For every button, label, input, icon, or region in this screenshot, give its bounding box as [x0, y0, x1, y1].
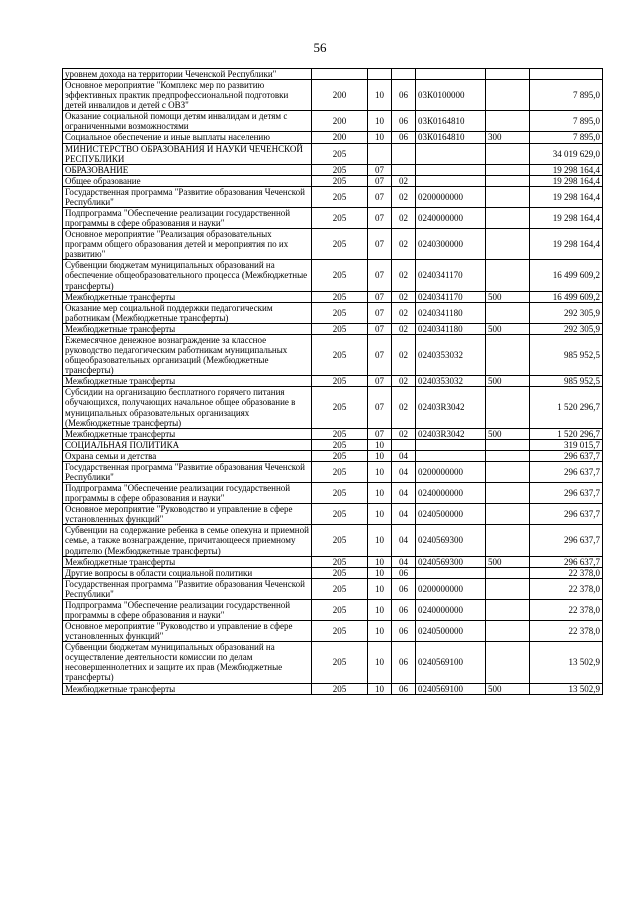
- row-name-cell: Субвенции бюджетам муниципальных образований на осуществление деятельности комиссии по делам несовершеннолетних и защите их прав (Межбюджетные трансферты): [63, 642, 312, 683]
- row-name-cell: Охрана семьи и детства: [63, 450, 312, 461]
- table-row: [63, 334, 603, 375]
- row-target-article-cell: 0240500000: [416, 621, 486, 642]
- row-section-cell: 07: [368, 428, 392, 439]
- row-amount-cell: 1 520 296,7: [530, 428, 603, 439]
- row-target-article-cell: 0240569300: [416, 556, 486, 567]
- row-expense-type-cell: [486, 175, 530, 186]
- row-target-article-cell: 0200000000: [416, 578, 486, 599]
- table-row: [63, 132, 603, 143]
- row-amount-cell: 292 305,9: [530, 302, 603, 323]
- row-ministry-cell: 205: [312, 450, 368, 461]
- row-ministry-cell: 205: [312, 525, 368, 556]
- row-name-cell: Основное мероприятие "Руководство и управление в сфере установленных функций": [63, 504, 312, 525]
- row-subsection-cell: 02: [392, 302, 416, 323]
- row-target-article-cell: 0240341170: [416, 260, 486, 291]
- row-section-cell: 07: [368, 323, 392, 334]
- table-row: [63, 323, 603, 334]
- row-ministry-cell: 205: [312, 323, 368, 334]
- row-subsection-cell: [392, 69, 416, 80]
- row-name-cell: Подпрограмма "Обеспечение реализации государственной программы в сфере образования и науки": [63, 208, 312, 229]
- row-amount-cell: 19 298 164,4: [530, 175, 603, 186]
- row-expense-type-cell: [486, 69, 530, 80]
- row-name-cell: Оказание мер социальной поддержки педагогическим работникам (Межбюджетные трансферты): [63, 302, 312, 323]
- row-target-article-cell: 0240569100: [416, 642, 486, 683]
- row-target-article-cell: 0240000000: [416, 208, 486, 229]
- table-row: [63, 439, 603, 450]
- row-expense-type-cell: [486, 143, 530, 164]
- row-target-article-cell: 0200000000: [416, 186, 486, 207]
- row-subsection-cell: 04: [392, 504, 416, 525]
- row-ministry-cell: 205: [312, 164, 368, 175]
- row-name-cell: Общее образование: [63, 175, 312, 186]
- row-name-cell: СОЦИАЛЬНАЯ ПОЛИТИКА: [63, 439, 312, 450]
- row-ministry-cell: 205: [312, 567, 368, 578]
- page-number: 56: [313, 40, 327, 55]
- row-name-cell: Межбюджетные трансферты: [63, 376, 312, 387]
- row-subsection-cell: 04: [392, 461, 416, 482]
- row-expense-type-cell: [486, 504, 530, 525]
- row-name-cell: Оказание социальной помощи детям инвалидам и детям с ограниченными возможностями: [63, 111, 312, 132]
- row-amount-cell: 985 952,5: [530, 334, 603, 375]
- row-subsection-cell: 04: [392, 525, 416, 556]
- row-expense-type-cell: [486, 525, 530, 556]
- row-name-cell: Государственная программа "Развитие образования Чеченской Республики": [63, 186, 312, 207]
- row-section-cell: 07: [368, 229, 392, 260]
- row-section-cell: 07: [368, 260, 392, 291]
- row-expense-type-cell: [486, 302, 530, 323]
- row-target-article-cell: 0240000000: [416, 599, 486, 620]
- row-amount-cell: 22 378,0: [530, 621, 603, 642]
- row-name-cell: Межбюджетные трансферты: [63, 556, 312, 567]
- row-expense-type-cell: [486, 599, 530, 620]
- row-subsection-cell: [392, 143, 416, 164]
- row-ministry-cell: 205: [312, 439, 368, 450]
- row-subsection-cell: 02: [392, 334, 416, 375]
- table-row: [63, 450, 603, 461]
- row-target-article-cell: 02403R3042: [416, 428, 486, 439]
- row-section-cell: 10: [368, 80, 392, 111]
- table-row: [63, 69, 603, 80]
- row-section-cell: 07: [368, 387, 392, 428]
- row-subsection-cell: 06: [392, 567, 416, 578]
- row-target-article-cell: 0240300000: [416, 229, 486, 260]
- row-ministry-cell: 205: [312, 260, 368, 291]
- row-ministry-cell: 205: [312, 642, 368, 683]
- row-section-cell: 07: [368, 164, 392, 175]
- row-subsection-cell: [392, 164, 416, 175]
- row-expense-type-cell: [486, 111, 530, 132]
- row-subsection-cell: 02: [392, 428, 416, 439]
- row-section-cell: 07: [368, 175, 392, 186]
- row-ministry-cell: 205: [312, 302, 368, 323]
- table-row: [63, 291, 603, 302]
- row-section-cell: 10: [368, 111, 392, 132]
- row-amount-cell: 1 520 296,7: [530, 387, 603, 428]
- row-subsection-cell: 06: [392, 642, 416, 683]
- row-ministry-cell: 205: [312, 208, 368, 229]
- row-expense-type-cell: 500: [486, 291, 530, 302]
- row-ministry-cell: 205: [312, 683, 368, 694]
- row-amount-cell: 22 378,0: [530, 599, 603, 620]
- row-expense-type-cell: [486, 387, 530, 428]
- table-row: [63, 208, 603, 229]
- row-target-article-cell: 0240341180: [416, 302, 486, 323]
- row-expense-type-cell: [486, 80, 530, 111]
- row-section-cell: [368, 143, 392, 164]
- row-section-cell: 10: [368, 599, 392, 620]
- row-target-article-cell: 0240569100: [416, 683, 486, 694]
- table-row: [63, 683, 603, 694]
- row-expense-type-cell: [486, 334, 530, 375]
- table-row: [63, 556, 603, 567]
- table-row: [63, 229, 603, 260]
- table-row: [63, 186, 603, 207]
- row-target-article-cell: [416, 143, 486, 164]
- row-amount-cell: [530, 69, 603, 80]
- row-ministry-cell: 205: [312, 175, 368, 186]
- row-ministry-cell: 205: [312, 376, 368, 387]
- row-amount-cell: 19 298 164,4: [530, 186, 603, 207]
- row-name-cell: Межбюджетные трансферты: [63, 323, 312, 334]
- row-amount-cell: 19 298 164,4: [530, 208, 603, 229]
- row-expense-type-cell: [486, 567, 530, 578]
- row-amount-cell: 296 637,7: [530, 450, 603, 461]
- row-subsection-cell: 04: [392, 450, 416, 461]
- row-section-cell: 10: [368, 578, 392, 599]
- row-section-cell: 07: [368, 291, 392, 302]
- row-name-cell: Другие вопросы в области социальной политики: [63, 567, 312, 578]
- row-target-article-cell: 0240500000: [416, 504, 486, 525]
- row-subsection-cell: 02: [392, 387, 416, 428]
- table-row: [63, 376, 603, 387]
- row-expense-type-cell: [486, 642, 530, 683]
- row-section-cell: 10: [368, 525, 392, 556]
- row-subsection-cell: 02: [392, 291, 416, 302]
- row-subsection-cell: 06: [392, 111, 416, 132]
- row-section-cell: 10: [368, 132, 392, 143]
- row-ministry-cell: 205: [312, 229, 368, 260]
- row-subsection-cell: 04: [392, 556, 416, 567]
- row-section-cell: 10: [368, 461, 392, 482]
- row-ministry-cell: 205: [312, 334, 368, 375]
- row-amount-cell: 34 019 629,0: [530, 143, 603, 164]
- row-section-cell: 07: [368, 334, 392, 375]
- table-row: [63, 525, 603, 556]
- row-expense-type-cell: 500: [486, 683, 530, 694]
- row-name-cell: Межбюджетные трансферты: [63, 683, 312, 694]
- row-amount-cell: 292 305,9: [530, 323, 603, 334]
- row-expense-type-cell: 500: [486, 376, 530, 387]
- row-section-cell: 10: [368, 683, 392, 694]
- row-target-article-cell: [416, 69, 486, 80]
- row-section-cell: 07: [368, 208, 392, 229]
- table-row: [63, 461, 603, 482]
- row-amount-cell: 19 298 164,4: [530, 164, 603, 175]
- row-section-cell: 10: [368, 504, 392, 525]
- row-expense-type-cell: 300: [486, 132, 530, 143]
- row-subsection-cell: 02: [392, 208, 416, 229]
- row-expense-type-cell: [486, 208, 530, 229]
- row-expense-type-cell: [486, 450, 530, 461]
- row-target-article-cell: [416, 439, 486, 450]
- row-target-article-cell: 0240000000: [416, 483, 486, 504]
- table-row: [63, 428, 603, 439]
- row-section-cell: [368, 69, 392, 80]
- row-expense-type-cell: [486, 229, 530, 260]
- row-section-cell: 10: [368, 621, 392, 642]
- row-target-article-cell: 03К0100000: [416, 80, 486, 111]
- row-amount-cell: 296 637,7: [530, 483, 603, 504]
- row-target-article-cell: [416, 567, 486, 578]
- row-amount-cell: 7 895,0: [530, 80, 603, 111]
- row-ministry-cell: 205: [312, 186, 368, 207]
- row-amount-cell: 296 637,7: [530, 461, 603, 482]
- row-target-article-cell: [416, 164, 486, 175]
- table-row: [63, 302, 603, 323]
- row-amount-cell: 319 015,7: [530, 439, 603, 450]
- table-row: [63, 260, 603, 291]
- row-subsection-cell: 02: [392, 323, 416, 334]
- table-row: [63, 578, 603, 599]
- row-subsection-cell: 02: [392, 229, 416, 260]
- row-section-cell: 10: [368, 483, 392, 504]
- row-ministry-cell: 205: [312, 461, 368, 482]
- row-name-cell: Государственная программа "Развитие образования Чеченской Республики": [63, 578, 312, 599]
- row-subsection-cell: 06: [392, 683, 416, 694]
- row-target-article-cell: 0240341180: [416, 323, 486, 334]
- row-name-cell: Основное мероприятие "Реализация образовательных программ общего образования детей и мероприятия по их развитию": [63, 229, 312, 260]
- row-amount-cell: 13 502,9: [530, 642, 603, 683]
- row-subsection-cell: 04: [392, 483, 416, 504]
- budget-table-body: [63, 69, 603, 695]
- table-row: [63, 80, 603, 111]
- row-expense-type-cell: [486, 439, 530, 450]
- budget-table: [62, 68, 603, 695]
- row-amount-cell: 7 895,0: [530, 132, 603, 143]
- row-name-cell: Межбюджетные трансферты: [63, 291, 312, 302]
- row-subsection-cell: 06: [392, 132, 416, 143]
- row-target-article-cell: [416, 450, 486, 461]
- row-name-cell: Основное мероприятие "Руководство и управление в сфере установленных функций": [63, 621, 312, 642]
- row-ministry-cell: 205: [312, 291, 368, 302]
- row-name-cell: Субсидии на организацию бесплатного горячего питания обучающихся, получающих начальное общее образование в муниципальных образовательных организациях (Межбюджетные трансферты): [63, 387, 312, 428]
- row-amount-cell: 7 895,0: [530, 111, 603, 132]
- row-name-cell: Подпрограмма "Обеспечение реализации государственной программы в сфере образования и науки": [63, 483, 312, 504]
- row-target-article-cell: 0200000000: [416, 461, 486, 482]
- row-expense-type-cell: 500: [486, 323, 530, 334]
- row-amount-cell: 296 637,7: [530, 525, 603, 556]
- row-expense-type-cell: [486, 483, 530, 504]
- row-section-cell: 10: [368, 556, 392, 567]
- row-name-cell: Социальное обеспечение и иные выплаты населению: [63, 132, 312, 143]
- row-subsection-cell: 06: [392, 578, 416, 599]
- row-ministry-cell: 205: [312, 143, 368, 164]
- row-amount-cell: 296 637,7: [530, 504, 603, 525]
- row-subsection-cell: 02: [392, 186, 416, 207]
- row-subsection-cell: 02: [392, 175, 416, 186]
- row-name-cell: Основное мероприятие "Комплекс мер по развитию эффективных практик предпрофессиональной подготовки детей инвалидов и детей с ОВЗ": [63, 80, 312, 111]
- row-amount-cell: 296 637,7: [530, 556, 603, 567]
- row-target-article-cell: [416, 175, 486, 186]
- row-expense-type-cell: [486, 461, 530, 482]
- row-section-cell: 10: [368, 439, 392, 450]
- row-section-cell: 07: [368, 376, 392, 387]
- table-row: [63, 483, 603, 504]
- row-name-cell: Субвенции бюджетам муниципальных образований на обеспечение общеобразовательного процесса (Межбюджетные трансферты): [63, 260, 312, 291]
- table-row: [63, 387, 603, 428]
- row-name-cell: уровнем дохода на территории Чеченской Республики": [63, 69, 312, 80]
- row-subsection-cell: 06: [392, 599, 416, 620]
- row-expense-type-cell: 500: [486, 428, 530, 439]
- row-expense-type-cell: 500: [486, 556, 530, 567]
- row-expense-type-cell: [486, 578, 530, 599]
- row-subsection-cell: [392, 439, 416, 450]
- row-ministry-cell: 205: [312, 387, 368, 428]
- row-name-cell: Подпрограмма "Обеспечение реализации государственной программы в сфере образования и науки": [63, 599, 312, 620]
- row-target-article-cell: 03К0164810: [416, 132, 486, 143]
- row-target-article-cell: 03К0164810: [416, 111, 486, 132]
- row-ministry-cell: 205: [312, 621, 368, 642]
- table-row: [63, 567, 603, 578]
- row-target-article-cell: 02403R3042: [416, 387, 486, 428]
- row-amount-cell: 16 499 609,2: [530, 291, 603, 302]
- table-row: [63, 504, 603, 525]
- row-target-article-cell: 0240353032: [416, 376, 486, 387]
- row-ministry-cell: 205: [312, 578, 368, 599]
- row-expense-type-cell: [486, 164, 530, 175]
- row-amount-cell: 19 298 164,4: [530, 229, 603, 260]
- row-target-article-cell: 0240341170: [416, 291, 486, 302]
- row-name-cell: Ежемесячное денежное вознаграждение за классное руководство педагогическим работникам муниципальных общеобразовательных организаций (Межбюджетные трансферты): [63, 334, 312, 375]
- row-subsection-cell: 02: [392, 376, 416, 387]
- row-section-cell: 10: [368, 450, 392, 461]
- table-row: [63, 143, 603, 164]
- table-row: [63, 111, 603, 132]
- table-row: [63, 599, 603, 620]
- row-amount-cell: 13 502,9: [530, 683, 603, 694]
- row-ministry-cell: 205: [312, 556, 368, 567]
- row-amount-cell: 22 378,0: [530, 567, 603, 578]
- table-row: [63, 164, 603, 175]
- row-ministry-cell: 205: [312, 483, 368, 504]
- row-ministry-cell: 200: [312, 111, 368, 132]
- row-amount-cell: 985 952,5: [530, 376, 603, 387]
- row-subsection-cell: 06: [392, 80, 416, 111]
- row-ministry-cell: 205: [312, 599, 368, 620]
- row-name-cell: ОБРАЗОВАНИЕ: [63, 164, 312, 175]
- row-expense-type-cell: [486, 260, 530, 291]
- row-ministry-cell: 200: [312, 80, 368, 111]
- row-amount-cell: 16 499 609,2: [530, 260, 603, 291]
- row-subsection-cell: 06: [392, 621, 416, 642]
- row-target-article-cell: 0240353032: [416, 334, 486, 375]
- row-target-article-cell: 0240569300: [416, 525, 486, 556]
- table-row: [63, 642, 603, 683]
- row-expense-type-cell: [486, 621, 530, 642]
- row-name-cell: Субвенции на содержание ребенка в семье опекуна и приемной семье, а также вознаграждение, причитающееся приемному родителю (Межбюджетные трансферты): [63, 525, 312, 556]
- row-ministry-cell: 200: [312, 132, 368, 143]
- row-section-cell: 10: [368, 642, 392, 683]
- row-section-cell: 07: [368, 186, 392, 207]
- row-ministry-cell: [312, 69, 368, 80]
- row-expense-type-cell: [486, 186, 530, 207]
- row-subsection-cell: 02: [392, 260, 416, 291]
- row-name-cell: Государственная программа "Развитие образования Чеченской Республики": [63, 461, 312, 482]
- row-name-cell: Межбюджетные трансферты: [63, 428, 312, 439]
- row-section-cell: 07: [368, 302, 392, 323]
- table-row: [63, 175, 603, 186]
- row-section-cell: 10: [368, 567, 392, 578]
- row-ministry-cell: 205: [312, 504, 368, 525]
- row-name-cell: МИНИСТЕРСТВО ОБРАЗОВАНИЯ И НАУКИ ЧЕЧЕНСКОЙ РЕСПУБЛИКИ: [63, 143, 312, 164]
- table-row: [63, 621, 603, 642]
- row-amount-cell: 22 378,0: [530, 578, 603, 599]
- row-ministry-cell: 205: [312, 428, 368, 439]
